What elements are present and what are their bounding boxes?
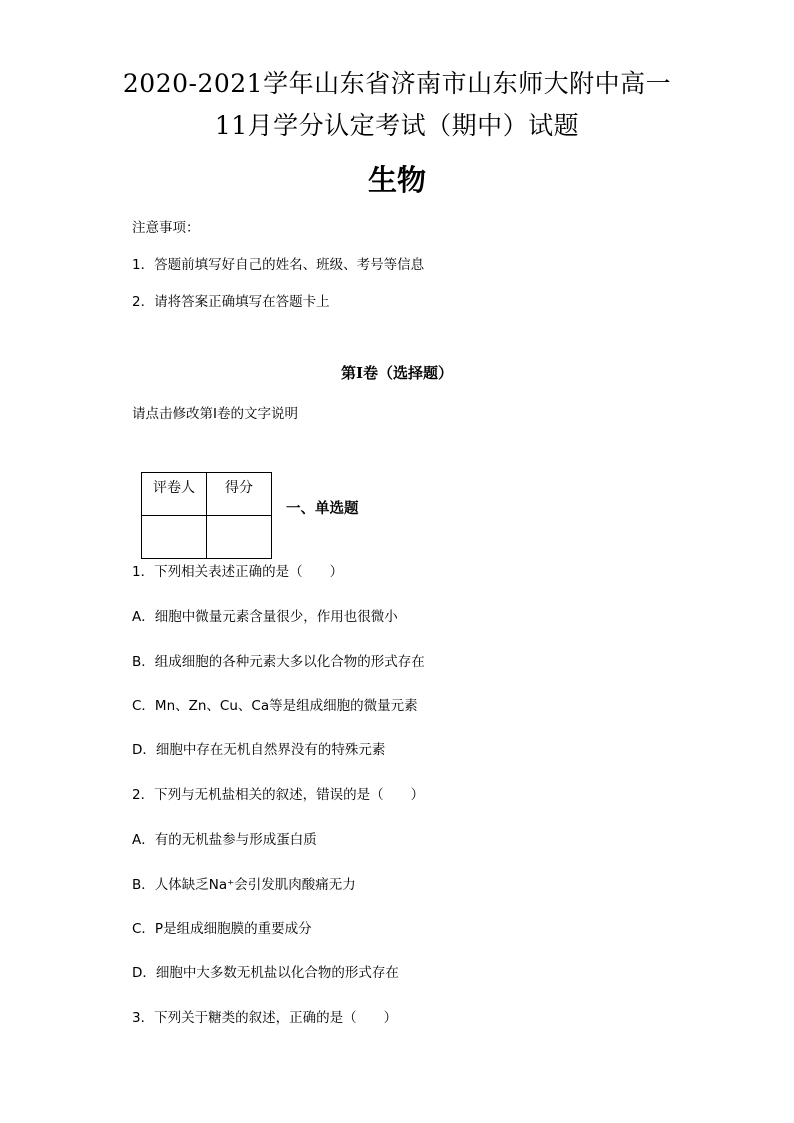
exam-title-line2: 11月学分认定考试（期中）试题 (214, 111, 580, 140)
question-2-option-b: B．人体缺乏Na⁺会引发肌肉酸痛无力 (132, 877, 356, 893)
score-table-header-grader: 评卷人 (142, 473, 207, 516)
score-table-cell-score[interactable] (207, 516, 272, 559)
question-2-stem: 2．下列与无机盐相关的叙述，错误的是（ ） (132, 787, 425, 803)
score-table-cell-grader[interactable] (142, 516, 207, 559)
question-1-option-b: B．组成细胞的各种元素大多以化合物的形式存在 (132, 654, 425, 670)
question-2-option-c: C．P是组成细胞膜的重要成分 (132, 921, 312, 937)
question-1-option-d: D．细胞中存在无机自然界没有的特殊元素 (132, 742, 386, 758)
question-3-stem: 3．下列关于糖类的叙述，正确的是（ ） (132, 1010, 398, 1026)
note-item-2: 2．请将答案正确填写在答题卡上 (132, 294, 330, 310)
question-1-option-c: C．Mn、Zn、Cu、Ca等是组成细胞的微量元素 (132, 698, 418, 714)
subject-title: 生物 (367, 163, 426, 197)
question-1-option-a: A．细胞中微量元素含量很少，作用也很微小 (132, 609, 398, 625)
question-2-option-a: A．有的无机盐参与形成蛋白质 (132, 832, 317, 848)
exam-title-line1: 2020-2021学年山东省济南市山东师大附中高一 (122, 69, 672, 98)
notes-heading: 注意事项： (132, 220, 200, 236)
section-instruction[interactable]: 请点击修改第I卷的文字说明 (132, 406, 298, 422)
question-1-stem: 1．下列相关表述正确的是（ ） (132, 564, 344, 580)
section-title: 第I卷（选择题） (340, 364, 454, 382)
note-item-1: 1．答题前填写好自己的姓名、班级、考号等信息 (132, 257, 425, 273)
score-table (141, 472, 272, 559)
question-2-option-d: D．细胞中大多数无机盐以化合物的形式存在 (132, 965, 399, 981)
score-table-header-score: 得分 (207, 473, 272, 516)
question-type-heading: 一、单选题 (286, 501, 359, 517)
